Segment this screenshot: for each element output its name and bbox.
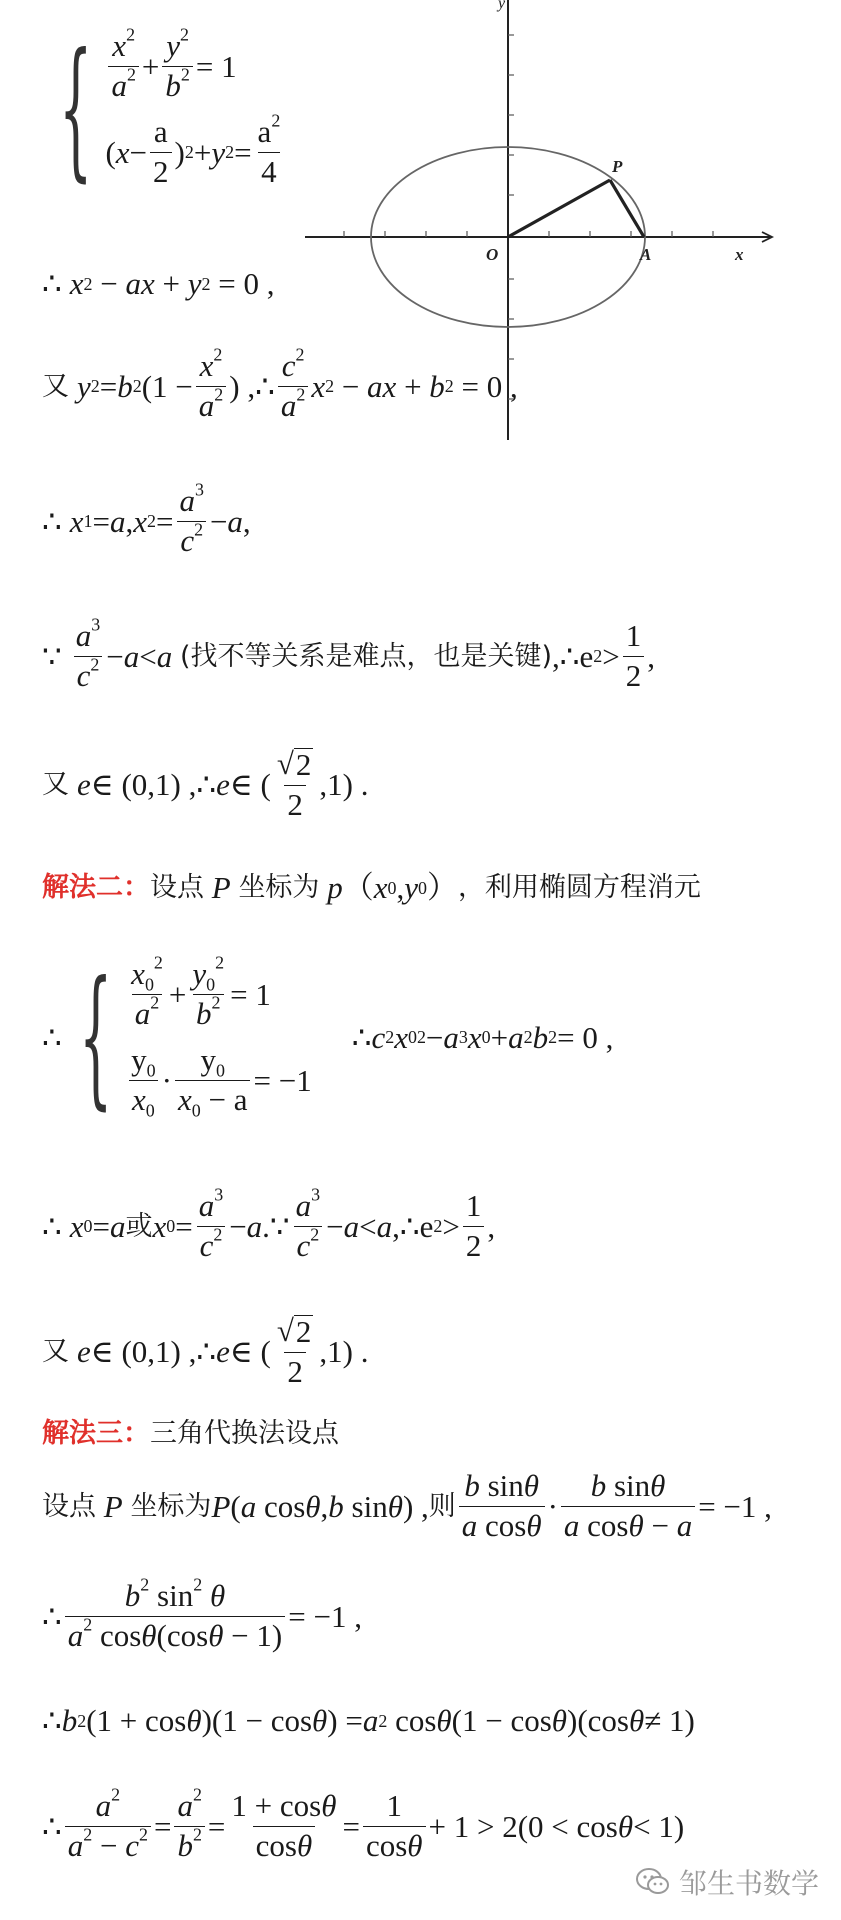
method-2-title: 解法二：: [42, 872, 150, 903]
therefore-symbol: ∴: [42, 1019, 62, 1055]
therefore-symbol: ∴: [399, 1208, 420, 1244]
label-p: P: [612, 157, 623, 176]
equation-line-e-range-2: 又 e ∈ (0,1) , ∴ e ∈ ( √ 2 2 ,1) .: [42, 1313, 369, 1389]
method-2-desc-c: ，利用椭圆方程消元: [457, 872, 701, 903]
therefore-symbol: ∴: [559, 638, 580, 674]
equation-line-m3-4: ∴ $\frac{a^2}{a^2 - c^2}$ = $\frac{a^2}{b^2}$ = $\frac{1 + \cos\theta}{\cos\theta}$ = $\frac{1}{\cos\theta}$ + 1 > 2(0 < cos θ < 1): [42, 1784, 685, 1863]
equation-line-m3-3: ∴ b 2 (1 + cos θ )(1 − cos θ ) = a 2 cos θ (1 − cos θ )(cos θ ≠ 1): [42, 1703, 695, 1738]
method-3-title: 解法三：: [42, 1418, 150, 1449]
therefore-symbol: ∴: [42, 1208, 62, 1244]
watermark: [635, 1862, 819, 1902]
label-a: A: [640, 245, 652, 264]
text-coord-is: 坐标为: [130, 1490, 212, 1522]
text-you: 又: [42, 769, 69, 801]
equation-line-3: 又 y 2 = b 2 (1 − $\frac{x^2}{a^2}$ ) , ∴ $\frac{c^2}{a^2}$ x 2 − ax + b 2 = 0 ,: [42, 344, 518, 423]
therefore-symbol: ∴: [42, 1808, 62, 1844]
therefore-symbol: ∴: [351, 1019, 372, 1055]
method-2-heading: 解法二： 设点 P 坐标为 p （ x 0 , y 0 ） ，利用椭圆方程消元: [42, 870, 701, 905]
equation-line-x0: ∴ x 0 = a 或 x 0 = $\frac{a^3}{c^2}$ − a . ∵ $\frac{a^3}{c^2}$ − a < a , ∴ e 2 > $\frac{1}{2}$ ,: [42, 1184, 496, 1263]
therefore-symbol: ∴: [196, 1334, 217, 1370]
label-y: y: [498, 0, 506, 12]
because-symbol: ∵: [42, 638, 62, 674]
therefore-symbol: ∴: [196, 767, 217, 803]
text-you: 又: [42, 1336, 69, 1368]
text-you: 又: [42, 370, 69, 402]
method-2-desc-b: 坐标为: [238, 872, 320, 903]
equation-line-5: ∵ $\frac{a^3}{c^2}$ − a < a (找不等关系是难点，也是关键) , ∴ e 2 > $\frac{1}{2}$ ,: [42, 614, 655, 693]
therefore-symbol: ∴: [42, 503, 62, 539]
equation-line-4: ∴ x 1 = a , x 2 = $\frac{a^3}{c^2}$ − a ,: [42, 479, 251, 558]
segment-op: [508, 180, 610, 237]
therefore-symbol: ∴: [42, 1598, 62, 1634]
because-symbol: ∵: [269, 1208, 290, 1244]
equation-system-1: { $\frac{x^2}{a^2}$ + $\frac{y^2}{b^2}$ = 1 ( x − $\frac{a}{2}$ ) 2 + y 2 = $\frac{a^2}{4}$: [59, 22, 281, 197]
text-set-point: 设点: [42, 1490, 96, 1522]
therefore-symbol: ∴: [42, 266, 62, 301]
method-2-desc-a: 设点: [150, 872, 204, 903]
wechat-icon: [635, 1867, 671, 1897]
equation-system-2: ∴ { $\frac{x_0^2}{a^2}$ + $\frac{y_0^2}{b^2}$ = 1 $\frac{y_0}{x_0}$ · $\frac{y_0}{x_0 - a}$ = −1 ∴ c 2 x 0 2 − a 3 x 0 + a 2 b 2 = 0 ,: [42, 950, 614, 1125]
equation-line-2: ∴ x 2 − ax + y 2 = 0 ,: [42, 266, 275, 301]
therefore-symbol: ∴: [42, 1703, 62, 1738]
watermark-text: 邹生书数学: [678, 1867, 819, 1900]
method-3-heading: [42, 1420, 339, 1447]
equation-line-m3-2: ∴ $\frac{b^2 \sin^2 \theta}{a^2 \cos\theta(\cos\theta - 1)}$ = −1 ,: [42, 1574, 362, 1653]
label-x: x: [735, 245, 744, 264]
equation-line-m3-1: 设点 P 坐标为 P ( a cos θ , b sin θ ) , 则 $\frac{\text{b sinθ}}{\text{a cosθ}}$ · $\frac{\text{b sinθ}}{\text{a cosθ − a}}$ = −1 ,: [42, 1468, 772, 1543]
text-then: 则: [428, 1490, 456, 1522]
method-3-desc: 三角代换法设点: [150, 1418, 339, 1449]
note-hard-point: (找不等关系是难点，也是关键): [179, 640, 553, 672]
equation-line-6: 又 e ∈ (0,1) , ∴ e ∈ ( √ 2 2 ,1) .: [42, 746, 369, 822]
label-o: O: [486, 245, 499, 264]
text-or: 或: [125, 1210, 153, 1242]
therefore-symbol: ∴: [255, 368, 275, 404]
